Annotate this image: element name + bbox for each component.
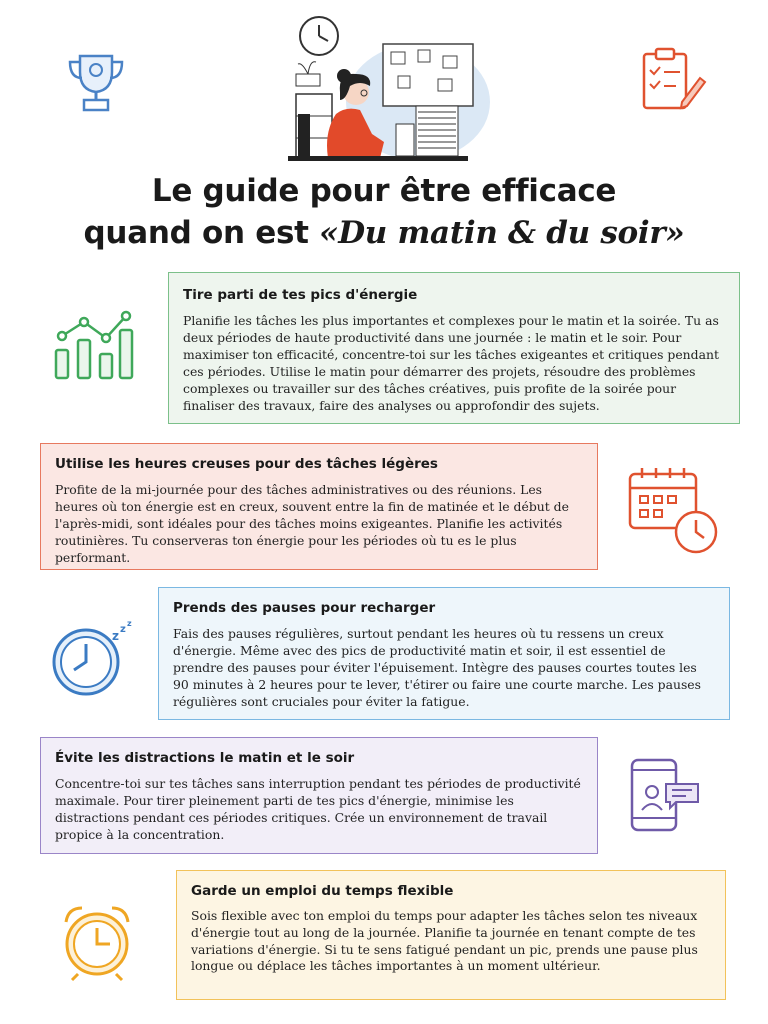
page-title xyxy=(0,170,768,254)
bar-chart-growth-icon xyxy=(52,310,136,382)
title-line-1: Le guide pour être efficace xyxy=(151,173,617,209)
alarm-clock-icon xyxy=(56,900,138,982)
clipboard-checklist-icon xyxy=(638,46,708,116)
smartphone-chat-icon xyxy=(628,758,704,834)
card-body: Sois flexible avec ton emploi du temps pour adapter les tâches selon tes niveaux d'énergie tout au long de la journée. Planifie ta journée en tenant compte de tes variations d'énergie. Si tu te sens fatigué pendant un pic, prends une pause plus longue ou déplace les tâches importantes à un moment ultérieur. xyxy=(191,908,698,974)
woman-at-desk-illustration xyxy=(288,14,498,164)
svg-text:z: z xyxy=(127,619,132,628)
card-heading: Garde un emploi du temps flexible xyxy=(191,883,454,899)
tip-card-off-peak-hours xyxy=(40,443,598,570)
card-heading: Utilise les heures creuses pour des tâches légères xyxy=(55,456,438,472)
card-body: Fais des pauses régulières, surtout pendant les heures où tu ressens un creux d'énergie. Même avec des pics de productivité matin et soir, il est essentiel de prendre des pauses pour éviter l'épuisement. Intègre des pauses courtes toutes les 90 minutes à 2 heures pour te lever, t'étirer ou faire une courte marche. Les pauses régulières sont cruciales pour éviter la fatigue. xyxy=(173,626,701,709)
trophy-icon xyxy=(66,52,126,114)
title-line-2-prefix: quand on est xyxy=(83,215,320,251)
tip-card-energy-peaks xyxy=(168,272,740,424)
sleeping-clock-icon xyxy=(50,618,140,698)
tip-card-breaks xyxy=(158,587,730,720)
card-heading: Évite les distractions le matin et le soir xyxy=(55,750,355,766)
card-body: Planifie les tâches les plus importantes et complexes pour le matin et la soirée. Tu as deux périodes de haute productivité dans une journée : le matin et le soir. Pour maximiser ton efficacité, concentre-toi sur les tâches exigeantes et critiques pendant ces périodes. Utilise le matin pour démarrer des projets, résoudre des problèmes complexes ou travailler sur des tâches créatives, puis profite de la soirée pour finaliser des travaux, faire des analyses ou approfondir des sujets. xyxy=(183,313,719,413)
card-body: Profite de la mi-journée pour des tâches administratives ou des réunions. Les heures où ton énergie est en creux, souvent entre la fin de matinée et le début de l'après-midi, sont idéales pour des tâches moins exigeantes. Planifie les activités routinières. Tu conserveras ton énergie pour les périodes où tu es le plus performant. xyxy=(55,482,569,565)
tip-card-distractions xyxy=(40,737,598,854)
tip-card-flexible-schedule xyxy=(176,870,726,1000)
calendar-clock-icon xyxy=(624,464,720,556)
svg-text:z: z xyxy=(120,624,126,635)
card-heading: Prends des pauses pour recharger xyxy=(173,600,436,616)
svg-text:z: z xyxy=(112,629,119,643)
title-line-2-italic: «Du matin & du soir» xyxy=(319,215,685,251)
card-heading: Tire parti de tes pics d'énergie xyxy=(183,287,418,303)
card-body: Concentre-toi sur tes tâches sans interruption pendant tes périodes de productivité maximale. Pour tirer pleinement parti de tes pics d'énergie, minimise les distractions pendant ces périodes critiques. Crée un environnement de travail propice à la concentration. xyxy=(55,776,581,842)
title-line-2 xyxy=(0,212,768,254)
